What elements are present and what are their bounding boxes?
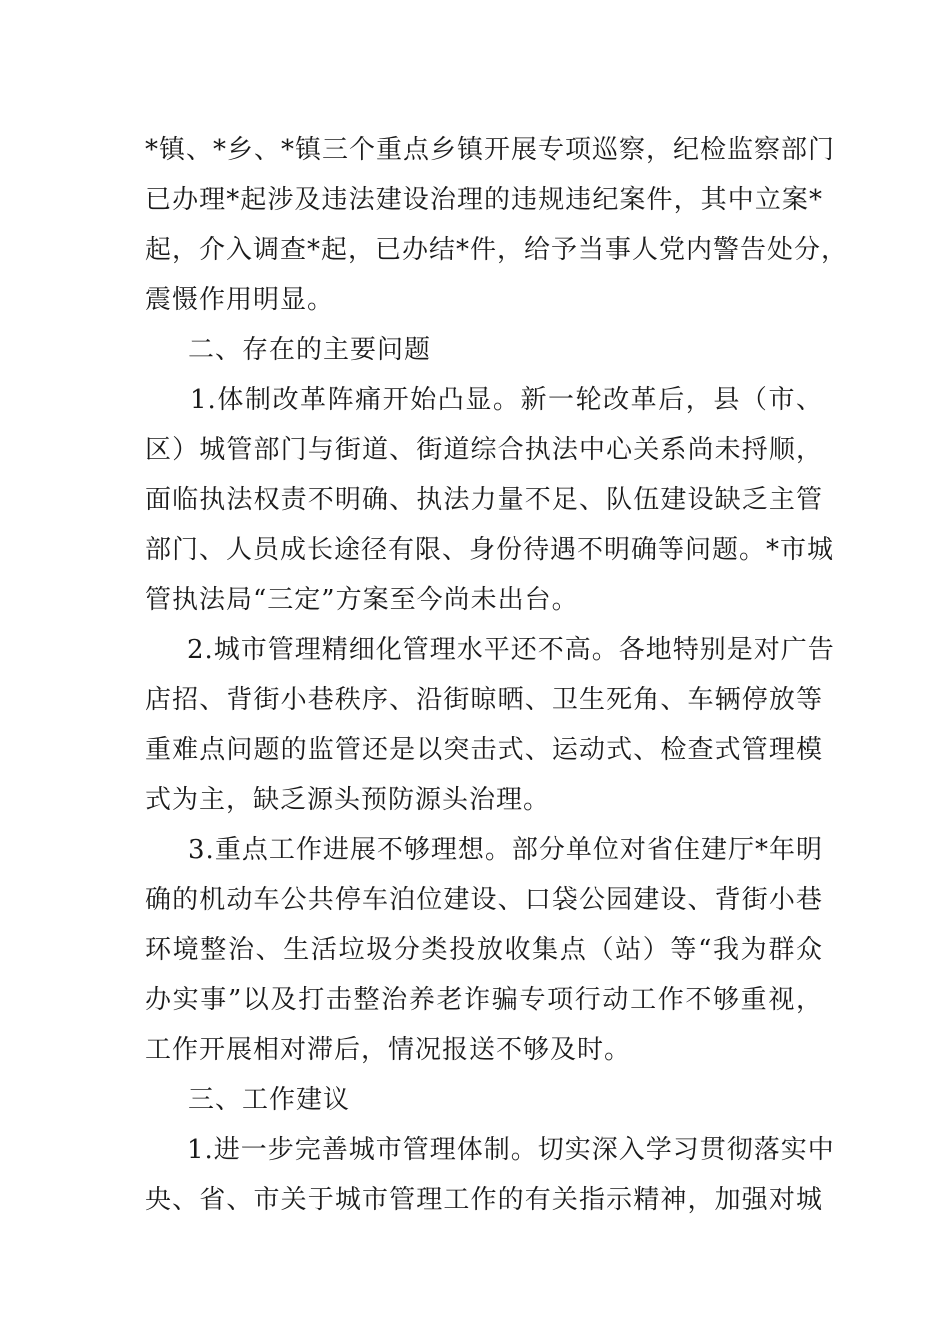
paragraph-line: 3.重点工作进展不够理想。部分单位对省住建厅*年明 [188,835,823,865]
paragraph-line: 式为主，缺乏源头预防源头治理。 [145,785,551,815]
paragraph-line: 工作开展相对滞后，情况报送不够及时。 [145,1035,632,1065]
paragraph-line: 1.进一步完善城市管理体制。切实深入学习贯彻落实中 [187,1135,835,1165]
paragraph-line: 已办理*起涉及违法建设治理的违规违纪案件，其中立案* [145,185,823,215]
paragraph-line: 店招、背街小巷秩序、沿街晾晒、卫生死角、车辆停放等 [145,685,823,715]
paragraph-line: 办实事”以及打击整治养老诈骗专项行动工作不够重视， [145,985,823,1015]
paragraph-line: 央、省、市关于城市管理工作的有关指示精神，加强对城 [145,1185,823,1215]
paragraph-line: 部门、人员成长途径有限、身份待遇不明确等问题。*市城 [145,535,835,565]
section-heading: 三、工作建议 [188,1085,351,1115]
paragraph-line: 面临执法权责不明确、执法力量不足、队伍建设缺乏主管 [145,485,823,515]
paragraph-line: 震慑作用明显。 [145,285,335,315]
paragraph-line: 2.城市管理精细化管理水平还不高。各地特别是对广告 [187,635,835,665]
paragraph-line: 1.体制改革阵痛开始凸显。新一轮改革后，县（市、 [190,385,823,415]
paragraph-line: 确的机动车公共停车泊位建设、口袋公园建设、背街小巷 [145,885,823,915]
paragraph-line: 管执法局“三定”方案至今尚未出台。 [145,585,579,615]
paragraph-line: 起，介入调查*起，已办结*件，给予当事人党内警告处分， [145,235,849,265]
paragraph-line: 区）城管部门与街道、街道综合执法中心关系尚未捋顺， [145,435,823,465]
section-heading: 二、存在的主要问题 [188,335,432,365]
paragraph-line: *镇、*乡、*镇三个重点乡镇开展专项巡察，纪检监察部门 [145,135,836,165]
paragraph-line: 重难点问题的监管还是以突击式、运动式、检查式管理模 [145,735,823,765]
paragraph-line: 环境整治、生活垃圾分类投放收集点（站）等“我为群众 [145,935,823,965]
